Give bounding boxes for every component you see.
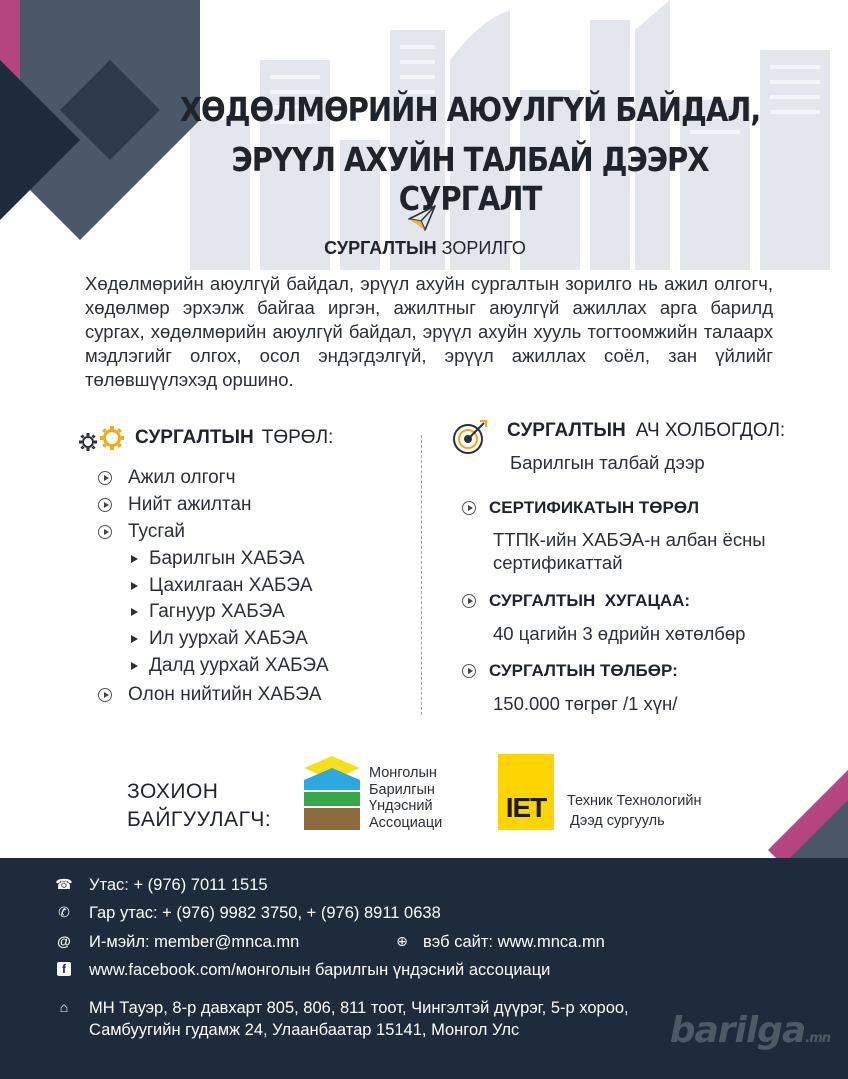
certificate-heading [462, 498, 699, 518]
phone-text: Утас: + (976) 7011 1515 [89, 876, 268, 894]
circle-arrow-icon [462, 501, 476, 515]
fee-text: 150.000 төгрөг /1 хүн/ [493, 693, 678, 714]
list-item [98, 684, 322, 706]
page-title-line-2: ЭРҮҮЛ АХУЙН ТАЛБАЙ ДЭЭРХ СУРГАЛТ [231, 140, 709, 218]
list-item-label: Тусгай [128, 521, 186, 542]
mnca-name-line: Барилгын [369, 781, 435, 798]
goal-heading [280, 238, 570, 259]
certificate-heading-label: СЕРТИФИКАТЫН ТӨРӨЛ [489, 498, 699, 517]
mobile-phone-icon: ✆ [58, 904, 70, 920]
mnca-name [369, 765, 442, 831]
sub-list-item-label: Ил уурхай ХАБЭА [149, 628, 308, 649]
arrow-icon [131, 635, 138, 643]
benefit-heading [507, 420, 785, 442]
phone-icon: ☎ [55, 876, 73, 892]
mnca-logo [304, 756, 360, 830]
circle-arrow-icon [98, 525, 112, 539]
column-divider [421, 435, 422, 715]
sub-list-item-label: Гагнуур ХАБЭА [149, 601, 285, 622]
list-item [98, 467, 236, 489]
iet-logo-text: IET [505, 792, 547, 823]
circle-arrow-icon [98, 498, 112, 512]
address-line-1: МН Тауэр, 8-р давхарт 805, 806, 811 тоот, Чингэлтэй дүүрэг, 5-р хороо, [89, 999, 629, 1017]
duration-heading [462, 591, 690, 611]
facebook-icon: f [57, 962, 71, 976]
arrow-icon [131, 555, 138, 563]
sub-list-item [131, 575, 313, 597]
sub-list-item [131, 655, 329, 677]
email-icon: @ [57, 933, 71, 949]
circle-arrow-icon [462, 594, 476, 608]
address-line-2: Самбуугийн гудамж 24, Улаанбаатар 15141, Монгол Улс [89, 1021, 520, 1039]
gears-icon [76, 425, 130, 455]
list-item [98, 494, 251, 516]
arrow-icon [131, 582, 138, 590]
sub-list-item [131, 548, 305, 570]
mnca-name-line: Монголын [369, 765, 437, 781]
home-icon: ⌂ [59, 999, 69, 1015]
watermark [670, 1010, 830, 1051]
circle-arrow-icon [98, 471, 112, 485]
list-item-label: Олон нийтийн ХАБЭА [128, 684, 322, 705]
organizer-label [127, 778, 271, 834]
duration-text: 40 цагийн 3 өдрийн хөтөлбөр [493, 623, 746, 644]
mobile-text: Гар утас: + (976) 9982 3750, + (976) 8911 0638 [89, 904, 441, 922]
certificate-line-1: ТТПК-ийн ХАБЭА-н албан ёсны [493, 529, 766, 550]
circle-arrow-icon [462, 664, 476, 678]
target-icon [450, 417, 490, 457]
organizer-label-line-1: ЗОХИОН [127, 780, 219, 803]
fee-heading-label: СУРГАЛТЫН ТӨЛБӨР: [489, 661, 678, 680]
list-item [98, 521, 185, 543]
arrow-icon [131, 662, 138, 670]
sub-list-item [131, 601, 285, 623]
iet-logo [498, 754, 554, 830]
benefit-text: Барилгын талбай дээр [510, 452, 705, 473]
duration-heading-label: СУРГАЛТЫН ХУГАЦАА: [489, 591, 691, 610]
website-text: вэб сайт: www.mnca.mn [423, 933, 605, 951]
mnca-name-line: Ассоциаци [369, 814, 443, 831]
sub-list-item-label: Далд уурхай ХАБЭА [149, 655, 329, 676]
arrow-icon [131, 608, 138, 616]
goal-heading-bold: СУРГАЛТЫН [324, 238, 437, 258]
sub-list-item-label: Барилгын ХАБЭА [149, 548, 305, 569]
contact-footer [0, 858, 848, 1079]
list-item-label: Нийт ажилтан [128, 494, 252, 515]
sub-list-item-label: Цахилгаан ХАБЭА [149, 575, 313, 596]
organizer-label-line-2: БАЙГУУЛАГЧ: [127, 808, 272, 831]
watermark-suffix: .mn [805, 1031, 830, 1046]
iet-name [567, 791, 702, 831]
benefit-heading-rest: АЧ ХОЛБОГДОЛ: [635, 420, 786, 441]
training-type-heading-rest: ТӨРӨЛ: [261, 427, 334, 448]
circle-arrow-icon [98, 688, 112, 702]
training-type-heading [135, 427, 333, 449]
email-text: И-мэйл: member@mnca.mn [89, 933, 300, 951]
watermark-text: barilga [669, 1010, 806, 1051]
certificate-line-2: сертификаттай [493, 552, 623, 573]
paper-plane-icon [407, 203, 437, 233]
fee-heading [462, 661, 678, 681]
list-item-label: Ажил олгогч [128, 467, 236, 488]
mnca-name-line: Үндэсний [369, 798, 433, 814]
globe-icon: ⊕ [396, 933, 408, 949]
page-title-line-1: ХӨДӨЛМӨРИЙН АЮУЛГҮЙ БАЙДАЛ, [179, 90, 761, 129]
facebook-text: www.facebook.com/монголын барилгын үндэсний ассоциаци [89, 961, 551, 979]
sub-list-item [131, 628, 308, 650]
goal-paragraph: Хөдөлмөрийн аюулгүй байдал, эрүүл ахуйн сургалтын зорилго нь ажил олгогч, хөдөлмөр эрхэлж байгаа иргэн, ажилтныг аюулгүй ажиллах арга барилд сургах, хөдөлмөрийн аюулгүй байдал, эрүүл ахуйн хууль тогтоомжийн талаарх мэдлэгийг олгох, осол эндэгдэлгүй, эрүүл ажиллах соёл, зан үйлийг төлөвшүүлэхэд оршино. [85, 273, 773, 390]
training-type-heading-bold: СУРГАЛТЫН [135, 427, 254, 448]
iet-name-line-1: Техник Технологийн [567, 793, 702, 809]
benefit-heading-bold: СУРГАЛТЫН [507, 420, 626, 441]
goal-heading-rest: ЗОРИЛГО [441, 238, 526, 258]
iet-name-line-2: Дээд сургууль [570, 813, 665, 829]
